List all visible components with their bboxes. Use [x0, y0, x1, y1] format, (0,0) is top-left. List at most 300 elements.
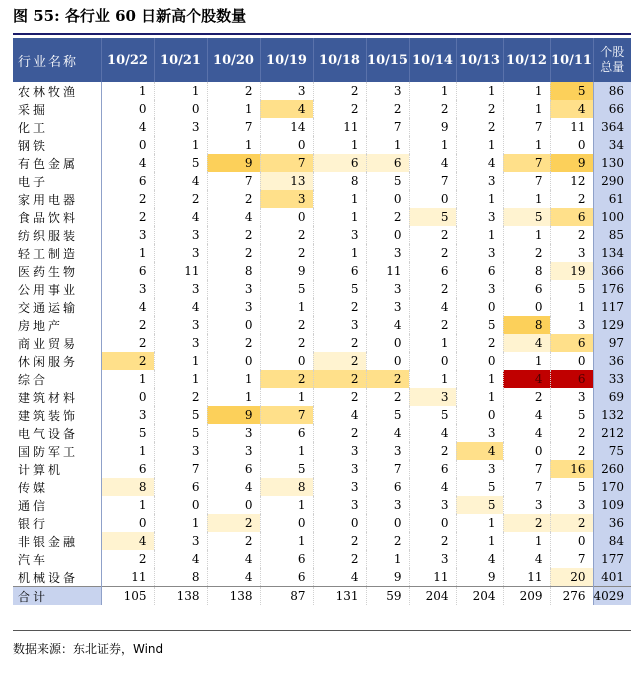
count-cell: 0 [503, 442, 550, 460]
industry-name: 化工 [13, 118, 101, 136]
count-cell: 2 [550, 514, 593, 532]
count-cell: 5 [503, 208, 550, 226]
count-cell: 3 [550, 388, 593, 406]
count-cell: 2 [456, 334, 503, 352]
count-cell: 4 [154, 208, 207, 226]
count-cell: 2 [366, 388, 409, 406]
sum-cell: 138 [154, 587, 207, 606]
count-cell: 1 [207, 370, 260, 388]
count-cell: 0 [409, 514, 456, 532]
industry-name: 采掘 [13, 100, 101, 118]
count-cell: 5 [260, 280, 313, 298]
count-cell: 2 [101, 334, 154, 352]
row-total: 61 [593, 190, 631, 208]
count-cell: 2 [313, 100, 366, 118]
industry-name: 休闲服务 [13, 352, 101, 370]
count-cell: 6 [260, 424, 313, 442]
industry-name: 综合 [13, 370, 101, 388]
count-cell: 7 [366, 460, 409, 478]
count-cell: 3 [456, 244, 503, 262]
count-cell: 9 [207, 406, 260, 424]
count-cell: 1 [503, 190, 550, 208]
count-cell: 3 [409, 388, 456, 406]
table-row [13, 100, 631, 118]
count-cell: 16 [550, 460, 593, 478]
count-cell: 2 [366, 532, 409, 550]
count-cell: 1 [154, 82, 207, 100]
count-cell: 1 [503, 532, 550, 550]
table-header-row [13, 38, 631, 82]
count-cell: 13 [260, 172, 313, 190]
count-cell: 0 [503, 298, 550, 316]
count-cell: 2 [154, 388, 207, 406]
count-cell: 0 [313, 514, 366, 532]
table-row [13, 154, 631, 172]
industry-name: 电气设备 [13, 424, 101, 442]
count-cell: 1 [260, 298, 313, 316]
count-cell: 5 [313, 280, 366, 298]
row-total: 36 [593, 514, 631, 532]
count-cell: 3 [101, 280, 154, 298]
count-cell: 9 [207, 154, 260, 172]
count-cell: 2 [409, 280, 456, 298]
count-cell: 1 [409, 136, 456, 154]
count-cell: 6 [409, 460, 456, 478]
count-cell: 6 [260, 568, 313, 587]
count-cell: 4 [260, 100, 313, 118]
sum-row [13, 587, 631, 606]
count-cell: 4 [154, 550, 207, 568]
row-total: 75 [593, 442, 631, 460]
count-cell: 3 [313, 478, 366, 496]
count-cell: 4 [503, 406, 550, 424]
count-cell: 3 [456, 424, 503, 442]
count-cell: 0 [550, 136, 593, 154]
count-cell: 6 [207, 460, 260, 478]
count-cell: 1 [260, 442, 313, 460]
count-cell: 2 [503, 514, 550, 532]
row-total: 69 [593, 388, 631, 406]
table-row [13, 298, 631, 316]
count-cell: 6 [503, 280, 550, 298]
count-cell: 6 [154, 478, 207, 496]
industry-name: 建筑装饰 [13, 406, 101, 424]
count-cell: 2 [313, 352, 366, 370]
table-row [13, 352, 631, 370]
table-row [13, 316, 631, 334]
count-cell: 4 [154, 172, 207, 190]
count-cell: 1 [456, 190, 503, 208]
industry-name: 传媒 [13, 478, 101, 496]
row-total: 100 [593, 208, 631, 226]
count-cell: 0 [101, 100, 154, 118]
count-cell: 2 [366, 208, 409, 226]
count-cell: 3 [409, 496, 456, 514]
count-cell: 3 [154, 334, 207, 352]
count-cell: 20 [550, 568, 593, 587]
table-row [13, 136, 631, 154]
count-cell: 4 [101, 154, 154, 172]
count-cell: 2 [313, 550, 366, 568]
count-cell: 4 [101, 298, 154, 316]
count-cell: 0 [366, 514, 409, 532]
count-cell: 1 [260, 496, 313, 514]
count-cell: 5 [456, 316, 503, 334]
count-cell: 11 [503, 568, 550, 587]
count-cell: 6 [366, 478, 409, 496]
header-date: 10/13 [456, 38, 503, 82]
count-cell: 2 [409, 226, 456, 244]
count-cell: 4 [313, 568, 366, 587]
figure-title: 图 55: 各行业 60 日新高个股数量 [13, 7, 247, 25]
count-cell: 4 [207, 550, 260, 568]
count-cell: 7 [260, 406, 313, 424]
count-cell: 3 [154, 226, 207, 244]
count-cell: 1 [456, 532, 503, 550]
count-cell: 5 [409, 406, 456, 424]
count-cell: 2 [456, 100, 503, 118]
count-cell: 2 [313, 388, 366, 406]
count-cell: 4 [409, 478, 456, 496]
table-row [13, 334, 631, 352]
count-cell: 9 [260, 262, 313, 280]
count-cell: 1 [409, 370, 456, 388]
industry-name: 建筑材料 [13, 388, 101, 406]
count-cell: 1 [503, 226, 550, 244]
count-cell: 2 [409, 100, 456, 118]
count-cell: 3 [313, 226, 366, 244]
count-cell: 1 [101, 244, 154, 262]
count-cell: 4 [550, 100, 593, 118]
industry-name: 医药生物 [13, 262, 101, 280]
header-total-line: 总量 [600, 60, 625, 74]
count-cell: 3 [313, 460, 366, 478]
count-cell: 11 [409, 568, 456, 587]
header-total [593, 38, 631, 82]
count-cell: 3 [207, 442, 260, 460]
row-total: 33 [593, 370, 631, 388]
count-cell: 6 [456, 262, 503, 280]
count-cell: 2 [366, 100, 409, 118]
count-cell: 5 [101, 424, 154, 442]
count-cell: 2 [101, 550, 154, 568]
count-cell: 0 [207, 352, 260, 370]
count-cell: 2 [207, 226, 260, 244]
count-cell: 0 [101, 136, 154, 154]
count-cell: 3 [456, 280, 503, 298]
count-cell: 2 [207, 82, 260, 100]
count-cell: 0 [260, 208, 313, 226]
row-total: 117 [593, 298, 631, 316]
count-cell: 2 [503, 244, 550, 262]
count-cell: 3 [101, 226, 154, 244]
row-total: 176 [593, 280, 631, 298]
count-cell: 2 [101, 190, 154, 208]
count-cell: 2 [260, 370, 313, 388]
count-cell: 4 [409, 298, 456, 316]
count-cell: 6 [550, 334, 593, 352]
table-row [13, 478, 631, 496]
count-cell: 3 [154, 442, 207, 460]
count-cell: 4 [207, 208, 260, 226]
count-cell: 0 [154, 496, 207, 514]
industry-name: 公用事业 [13, 280, 101, 298]
count-cell: 3 [366, 442, 409, 460]
sum-cell: 131 [313, 587, 366, 606]
count-cell: 11 [550, 118, 593, 136]
header-date: 10/20 [207, 38, 260, 82]
count-cell: 3 [366, 82, 409, 100]
table-row [13, 208, 631, 226]
count-cell: 4 [207, 478, 260, 496]
table-row [13, 262, 631, 280]
industry-name: 家用电器 [13, 190, 101, 208]
row-total: 212 [593, 424, 631, 442]
count-cell: 3 [550, 244, 593, 262]
row-total: 86 [593, 82, 631, 100]
count-cell: 3 [101, 406, 154, 424]
industry-name: 通信 [13, 496, 101, 514]
table-row [13, 568, 631, 587]
industry-name: 银行 [13, 514, 101, 532]
count-cell: 2 [409, 532, 456, 550]
count-cell: 4 [101, 118, 154, 136]
count-cell: 4 [409, 154, 456, 172]
row-total: 260 [593, 460, 631, 478]
industry-name: 钢铁 [13, 136, 101, 154]
count-cell: 1 [409, 334, 456, 352]
count-cell: 0 [550, 352, 593, 370]
count-cell: 1 [503, 352, 550, 370]
count-cell: 1 [154, 136, 207, 154]
count-cell: 6 [101, 460, 154, 478]
count-cell: 7 [260, 154, 313, 172]
count-cell: 7 [366, 118, 409, 136]
count-cell: 2 [503, 388, 550, 406]
count-cell: 3 [154, 118, 207, 136]
count-cell: 0 [101, 514, 154, 532]
count-cell: 11 [154, 262, 207, 280]
count-cell: 5 [154, 406, 207, 424]
count-cell: 7 [409, 172, 456, 190]
count-cell: 1 [313, 136, 366, 154]
table-row [13, 82, 631, 100]
count-cell: 3 [456, 460, 503, 478]
count-cell: 7 [503, 154, 550, 172]
sum-cell: 204 [456, 587, 503, 606]
count-cell: 9 [366, 568, 409, 587]
row-total: 84 [593, 532, 631, 550]
table-row [13, 424, 631, 442]
table-row [13, 226, 631, 244]
count-cell: 1 [313, 190, 366, 208]
count-cell: 7 [503, 118, 550, 136]
industry-name: 食品饮料 [13, 208, 101, 226]
header-total-line: 个股 [600, 45, 625, 59]
header-date: 10/15 [366, 38, 409, 82]
count-cell: 3 [260, 190, 313, 208]
count-cell: 1 [207, 388, 260, 406]
count-cell: 5 [260, 460, 313, 478]
row-total: 290 [593, 172, 631, 190]
table-row [13, 406, 631, 424]
table-row [13, 280, 631, 298]
count-cell: 5 [154, 154, 207, 172]
count-cell: 4 [101, 532, 154, 550]
count-cell: 1 [456, 370, 503, 388]
count-cell: 6 [260, 550, 313, 568]
count-cell: 4 [456, 550, 503, 568]
count-cell: 1 [366, 550, 409, 568]
industry-name: 汽车 [13, 550, 101, 568]
count-cell: 1 [366, 136, 409, 154]
title-rule [13, 33, 631, 35]
row-total: 401 [593, 568, 631, 587]
row-total: 130 [593, 154, 631, 172]
count-cell: 2 [260, 226, 313, 244]
count-cell: 4 [503, 424, 550, 442]
sum-cell: 204 [409, 587, 456, 606]
count-cell: 11 [313, 118, 366, 136]
count-cell: 0 [456, 352, 503, 370]
count-cell: 2 [313, 334, 366, 352]
industry-name: 计算机 [13, 460, 101, 478]
header-date: 10/21 [154, 38, 207, 82]
count-cell: 3 [260, 82, 313, 100]
count-cell: 2 [101, 352, 154, 370]
industry-name: 非银金融 [13, 532, 101, 550]
count-cell: 4 [154, 298, 207, 316]
count-cell: 1 [207, 100, 260, 118]
count-cell: 2 [207, 334, 260, 352]
count-cell: 5 [366, 406, 409, 424]
count-cell: 0 [366, 334, 409, 352]
header-date: 10/19 [260, 38, 313, 82]
count-cell: 0 [550, 532, 593, 550]
row-total: 134 [593, 244, 631, 262]
count-cell: 11 [366, 262, 409, 280]
count-cell: 1 [409, 82, 456, 100]
count-cell: 8 [154, 568, 207, 587]
count-cell: 3 [366, 496, 409, 514]
row-total: 34 [593, 136, 631, 154]
count-cell: 3 [366, 298, 409, 316]
sum-cell: 276 [550, 587, 593, 606]
row-total: 129 [593, 316, 631, 334]
sum-cell: 59 [366, 587, 409, 606]
count-cell: 1 [101, 442, 154, 460]
count-cell: 3 [366, 280, 409, 298]
count-cell: 6 [550, 370, 593, 388]
count-cell: 3 [154, 532, 207, 550]
count-cell: 6 [550, 208, 593, 226]
count-cell: 0 [366, 352, 409, 370]
count-cell: 0 [409, 190, 456, 208]
table-row [13, 244, 631, 262]
count-cell: 2 [207, 532, 260, 550]
table-bottom-rule [13, 630, 631, 631]
header-industry: 行业名称 [13, 38, 101, 82]
header-date: 10/11 [550, 38, 593, 82]
count-cell: 6 [101, 172, 154, 190]
count-cell: 3 [313, 442, 366, 460]
table-row [13, 460, 631, 478]
count-cell: 5 [366, 172, 409, 190]
industry-name: 轻工制造 [13, 244, 101, 262]
count-cell: 1 [154, 370, 207, 388]
count-cell: 1 [154, 514, 207, 532]
row-total: 97 [593, 334, 631, 352]
count-cell: 3 [503, 496, 550, 514]
count-cell: 2 [550, 442, 593, 460]
row-total: 132 [593, 406, 631, 424]
sum-cell: 105 [101, 587, 154, 606]
table-body [13, 82, 631, 605]
count-cell: 3 [154, 280, 207, 298]
table-row [13, 496, 631, 514]
table-row [13, 532, 631, 550]
count-cell: 4 [503, 334, 550, 352]
count-cell: 1 [154, 352, 207, 370]
sum-cell: 209 [503, 587, 550, 606]
count-cell: 1 [503, 136, 550, 154]
count-cell: 4 [456, 442, 503, 460]
count-cell: 8 [503, 316, 550, 334]
table-row [13, 550, 631, 568]
header-date: 10/22 [101, 38, 154, 82]
count-cell: 1 [313, 244, 366, 262]
count-cell: 6 [313, 154, 366, 172]
count-cell: 3 [154, 316, 207, 334]
header-date: 10/18 [313, 38, 366, 82]
source-note: 数据来源：东北证券，Wind [13, 642, 164, 656]
count-cell: 0 [456, 406, 503, 424]
count-cell: 4 [366, 316, 409, 334]
count-cell: 6 [101, 262, 154, 280]
count-cell: 2 [366, 370, 409, 388]
count-cell: 9 [550, 154, 593, 172]
count-cell: 2 [260, 334, 313, 352]
count-cell: 3 [550, 496, 593, 514]
count-cell: 3 [550, 316, 593, 334]
count-cell: 6 [313, 262, 366, 280]
count-cell: 5 [456, 496, 503, 514]
row-total: 170 [593, 478, 631, 496]
count-cell: 0 [260, 352, 313, 370]
count-cell: 2 [313, 370, 366, 388]
count-cell: 2 [550, 190, 593, 208]
count-cell: 3 [409, 550, 456, 568]
count-cell: 1 [456, 226, 503, 244]
row-total: 177 [593, 550, 631, 568]
count-cell: 1 [456, 136, 503, 154]
industry-name: 有色金属 [13, 154, 101, 172]
count-cell: 2 [313, 298, 366, 316]
count-cell: 5 [409, 208, 456, 226]
count-cell: 5 [550, 478, 593, 496]
count-cell: 5 [154, 424, 207, 442]
table-row [13, 388, 631, 406]
count-cell: 1 [207, 136, 260, 154]
count-cell: 1 [503, 82, 550, 100]
count-cell: 2 [154, 190, 207, 208]
grand-total: 4029 [593, 587, 631, 606]
count-cell: 2 [260, 244, 313, 262]
count-cell: 2 [207, 514, 260, 532]
count-cell: 3 [154, 244, 207, 262]
count-cell: 1 [456, 82, 503, 100]
table-row [13, 118, 631, 136]
